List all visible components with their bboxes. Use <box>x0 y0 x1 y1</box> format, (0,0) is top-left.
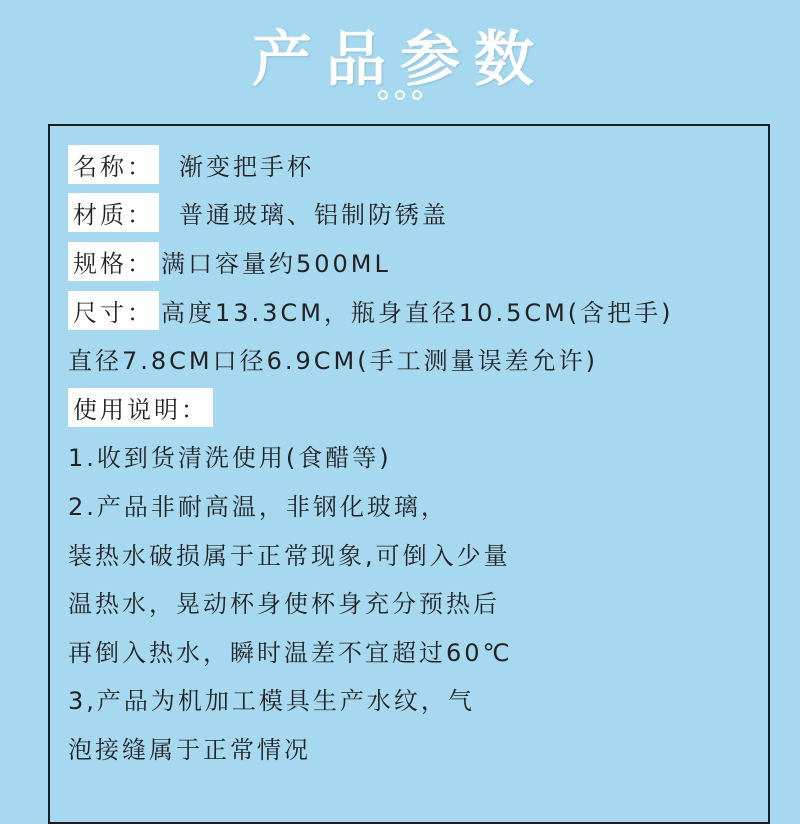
size-value: 高度13.3CM，瓶身直径10.5CM(含把手) <box>161 298 674 327</box>
usage-line-text: 2.产品非耐高温，非钢化玻璃， <box>68 492 448 521</box>
usage-line <box>68 480 768 529</box>
usage-line-text: 泡接缝属于正常情况 <box>68 735 311 764</box>
size-continuation-text: 直径7.8CM口径6.9CM(手工测量误差允许) <box>68 347 598 376</box>
spec-label: 规格： <box>68 242 159 281</box>
usage-line <box>68 675 768 724</box>
decorative-dots <box>0 90 800 100</box>
usage-line-text: 再倒入热水，瞬时温差不宜超过60℃ <box>68 638 513 667</box>
spec-value: 满口容量约500ML <box>161 249 391 278</box>
circle-icon <box>412 90 422 100</box>
page-title: 产品参数 <box>252 25 548 95</box>
usage-line <box>68 529 768 578</box>
usage-line <box>68 626 768 675</box>
product-params <box>68 140 768 772</box>
material-row <box>68 189 768 238</box>
usage-line <box>68 723 768 772</box>
usage-line-text: 温热水，晃动杯身使杯身充分预热后 <box>68 590 500 619</box>
usage-row <box>68 383 768 432</box>
usage-line-text: 3,产品为机加工模具生产水纹，气 <box>68 687 475 716</box>
usage-line-text: 1.收到货清洗使用(食醋等) <box>68 444 392 473</box>
material-label: 材质： <box>68 193 159 232</box>
circle-icon <box>378 90 388 100</box>
material-value: 普通玻璃、铝制防锈盖 <box>179 201 449 230</box>
name-row <box>68 140 768 189</box>
name-label: 名称： <box>68 145 159 184</box>
usage-label: 使用说明： <box>68 388 213 427</box>
spec-row <box>68 237 768 286</box>
size-row <box>68 286 768 335</box>
size-continuation <box>68 334 768 383</box>
usage-line-text: 装热水破损属于正常现象,可倒入少量 <box>68 541 511 570</box>
size-label: 尺寸： <box>68 291 159 330</box>
usage-line <box>68 577 768 626</box>
name-value: 渐变把手杯 <box>179 152 314 181</box>
usage-line <box>68 432 768 481</box>
circle-icon <box>395 90 405 100</box>
